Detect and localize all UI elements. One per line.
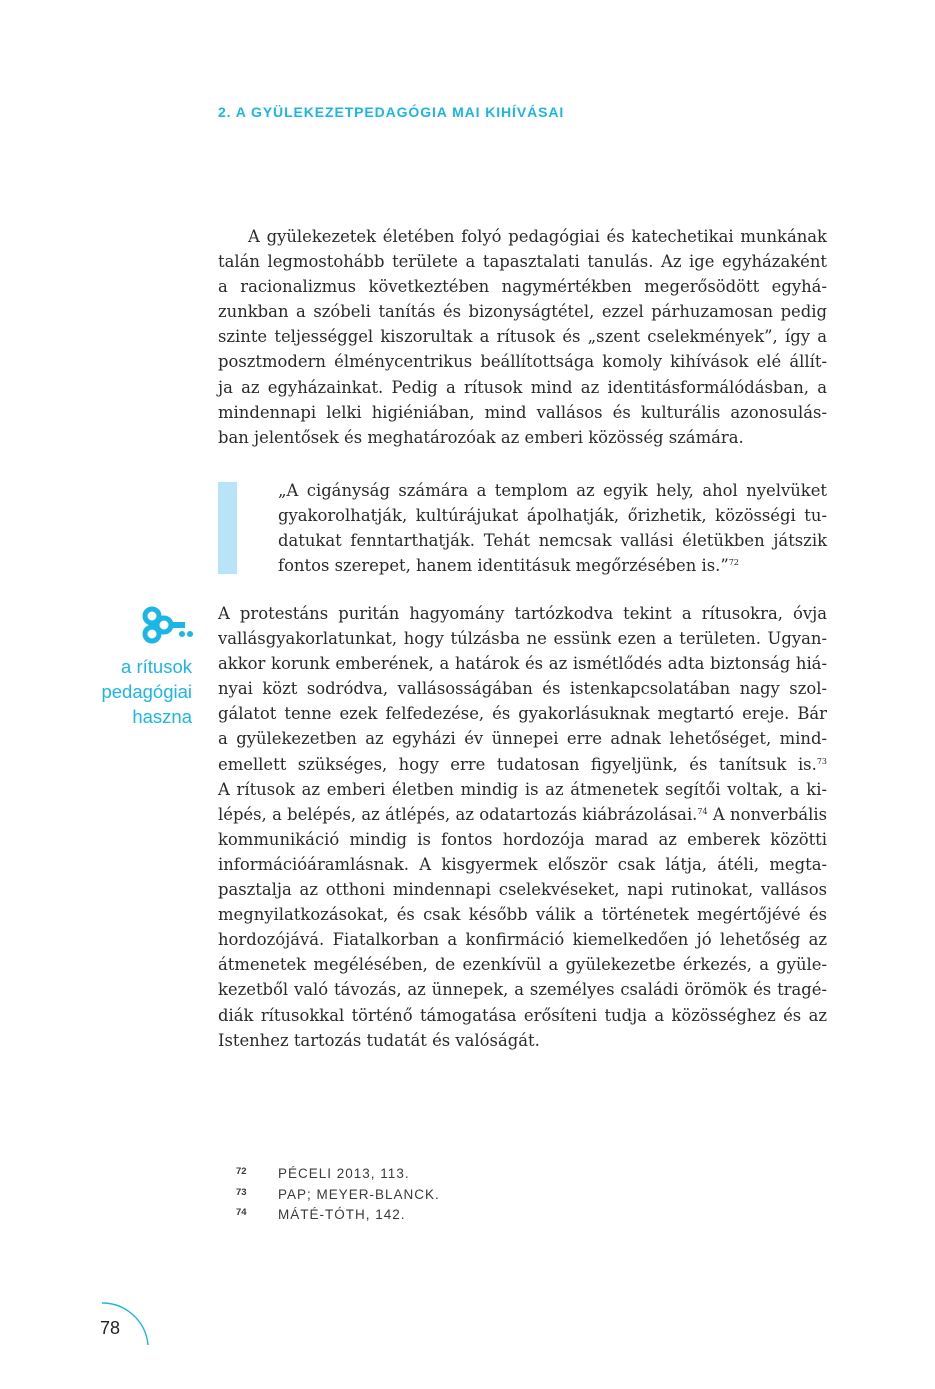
page-number: 78 [100, 1318, 121, 1338]
paragraph-rituals [218, 601, 827, 1053]
footnotes [236, 1166, 440, 1228]
footnote-ref: 73 [816, 756, 827, 766]
text-line: a gyülekezetben az egyházi év ünnepei erre adnak lehetőséget, mind- [218, 729, 827, 749]
text-segment: A nonverbális [707, 804, 827, 824]
text-line: talán legmostohább területe a tapasztalati tanulás. Az ige egyházaként [218, 252, 827, 272]
quote-text: fontos szerepet, hanem identitásuk megőrzésében is.” [278, 556, 729, 576]
text-segment: lépés, a belépés, az átlépés, az odatartozás kiábrázolásai. [218, 804, 698, 824]
block-quote [278, 478, 827, 578]
footnote-number: 72 [236, 1166, 247, 1177]
text-line: A gyülekezetek életében folyó pedagógiai és katechetikai munkának [248, 227, 827, 246]
footnote-number: 73 [236, 1186, 247, 1198]
text-line: pasztalja az otthoni mindennapi cselekvéseket, napi rutinokat, vallásos [218, 880, 827, 900]
text-line: hordozójává. Fiatalkorban a konfirmáció kiemelkedően jó lehetőség az [218, 930, 827, 950]
quote-line: „A cigányság számára a templom az egyik hely, ahol nyelvüket [278, 481, 827, 500]
text-line: A protestáns puritán hagyomány tartózkodva tekint a rítusokra, óvja [218, 604, 827, 623]
paragraph-intro [218, 224, 827, 450]
text-line: zunkban a szóbeli tanítás és bizonyságtétel, ezzel párhuzamosan pedig [218, 302, 827, 322]
text-line: kezetből való távozás, az ünnepek, a személyes családi örömök és tragé- [218, 980, 827, 1000]
quote-line: datukat fenntarthatják. Tehát nemcsak vallási életükben játszik [278, 531, 827, 551]
footnote-text: PÉCELI 2013, 113. [278, 1166, 410, 1181]
text-line [218, 752, 827, 777]
text-line: kommunikáció mindig is fontos hordozója marad az emberek közötti [218, 829, 827, 849]
text-line: ban jelentősek és meghatározóak az emberi közösség számára. [218, 427, 744, 447]
quote-line: gyakorolhatják, kultúrájukat ápolhatják, őrizhetik, közösségi tu- [278, 506, 827, 526]
footnote-text: MÁTÉ-TÓTH, 142. [278, 1207, 406, 1222]
text-line: szinte teljességgel kiszorultak a rítusok és „szent cselekmények”, így a [218, 327, 827, 347]
text-line: megnyilatkozásokat, és csak később válik a történetek megértőjévé és [218, 905, 827, 925]
footnote [236, 1166, 440, 1187]
text-line: a racionalizmus következtében nagymértékben megerősödött egyhá- [218, 277, 827, 297]
footnote-number: 74 [236, 1207, 247, 1218]
footnote-ref: 74 [697, 806, 708, 816]
text-line: Istenhez tartozás tudatát és valóságát. [218, 1030, 540, 1050]
text-line: vallásgyakorlatunkat, hogy túlzásba ne essünk ezen a területen. Ugyan- [218, 629, 827, 649]
text-line: mindennapi lelki higiéniában, mind vallásos és kulturális azonosulás- [218, 402, 827, 422]
text-segment: emellett szükséges, hogy erre tudatosan figyeljünk, és tanítsuk is. [218, 754, 817, 774]
text-line: nyai közt sodródva, vallásosságában és istenkapcsolatában nagy szol- [218, 679, 827, 699]
quote-line-last [278, 553, 827, 578]
text-line: diák rítusokkal történő támogatása erősíteni tudja a közösséghez és az [218, 1005, 827, 1025]
text-line: gálatot tenne ezek felfedezése, és gyakorlásuknak megtartó ereje. Bár [218, 704, 827, 724]
text-line: ja az egyházainkat. Pedig a rítusok mind az identitásformálódásban, a [218, 377, 827, 397]
text-line: átmenetek megélésében, de ezenkívül a gyülekezetbe érkezés, a gyüle- [218, 955, 827, 975]
text-line [218, 802, 827, 827]
footnote-text: PAP; MEYER-BLANCK. [278, 1186, 440, 1202]
footnote [236, 1187, 440, 1208]
sidebar-label-line: haszna [132, 706, 192, 727]
footnote-ref: 72 [728, 558, 739, 568]
text-line: A rítusok az emberi életben mindig is az átmenetek segítői voltak, a ki- [218, 779, 827, 799]
quote-bar [218, 482, 237, 574]
text-line: posztmodern élménycentrikus beállítottsága komoly kihívások elé állít- [218, 352, 827, 372]
footnote [236, 1207, 440, 1228]
key-icon [141, 604, 193, 646]
sidebar-label [60, 654, 192, 729]
sidebar-label-line: a rítusok [121, 656, 192, 677]
text-line: akkor korunk emberének, a határok és az ismétlődés adta biztonság hiá- [218, 654, 827, 674]
text-line: információáramlásnak. A kisgyermek először csak látja, átéli, megta- [218, 854, 827, 874]
running-header: 2. A GYÜLEKEZETPEDAGÓGIA MAI KIHÍVÁSAI [218, 104, 565, 120]
sidebar-label-line: pedagógiai [101, 681, 192, 702]
